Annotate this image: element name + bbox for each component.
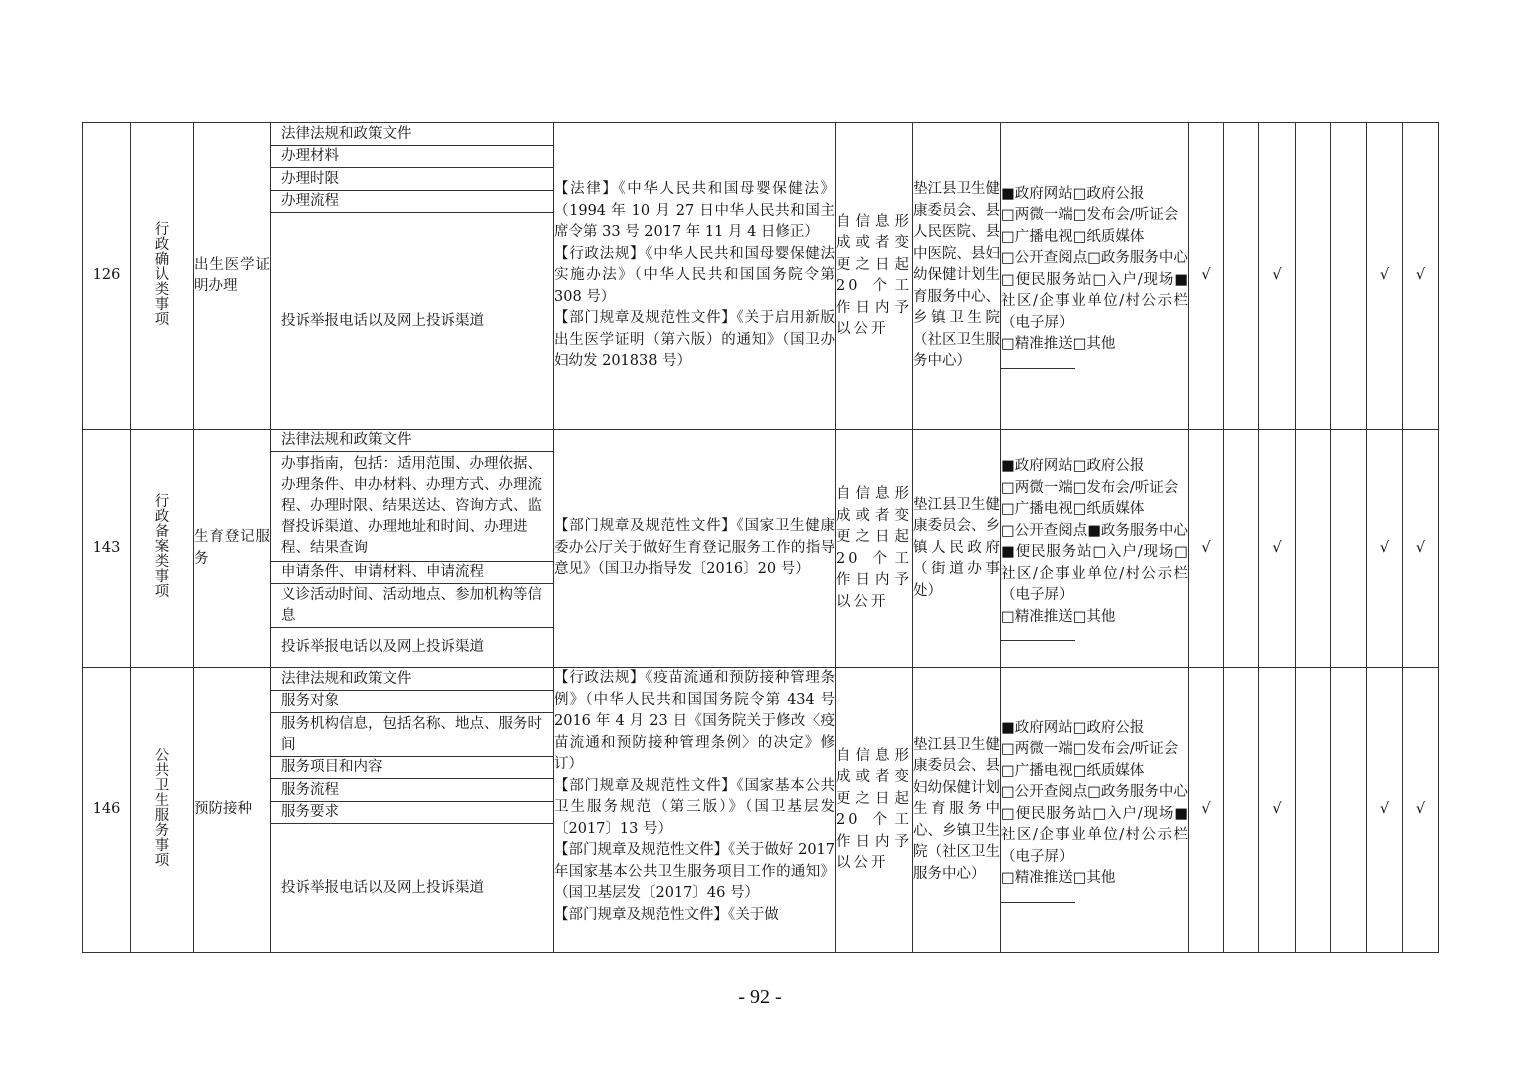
sub-item-text: 投诉举报电话以及网上投诉渠道: [281, 879, 484, 896]
disclosure-channel: □便民服务站□入户/现场■社区/企事业单位/村公示栏（电子屏）: [1001, 805, 1188, 865]
item-number: 146: [83, 668, 131, 953]
check-mark: [1296, 123, 1331, 430]
blank-underline: [1001, 628, 1075, 641]
sub-item-text: 法律法规和政策文件: [281, 670, 412, 687]
item-name: 生育登记服务: [194, 430, 271, 668]
page-number: - 92 -: [738, 986, 782, 1008]
table-body: [83, 123, 1439, 953]
disclosure-channel: □精准推送□其他: [1001, 336, 1116, 352]
check-mark: √: [1259, 668, 1296, 953]
sub-item-text: 投诉举报电话以及网上投诉渠道: [281, 312, 484, 329]
check-mark: [1296, 668, 1331, 953]
sub-item-text: 申请条件、申请材料、申请流程: [281, 564, 484, 580]
disclosure-channels-cell: [1001, 430, 1189, 668]
disclosure-channel: □精准推送□其他: [1001, 870, 1116, 886]
sub-item: [271, 691, 553, 713]
sub-item-text: 服务要求: [281, 804, 339, 820]
disclosure-channel: □两微一端□发布会/听证会: [1001, 479, 1179, 496]
check-mark: √: [1367, 430, 1403, 668]
disclosure-channel: □广播电视□纸质媒体: [1001, 228, 1145, 245]
disclosure-channel: □两微一端□发布会/听证会: [1001, 207, 1179, 223]
disclosure-channel: ■政府网站□政府公报: [1001, 185, 1145, 202]
check-mark: √: [1189, 668, 1224, 953]
legal-basis: 【部门规章及规范性文件】《国家基本公共卫生服务规范（第三版）》（国卫基层发〔2017〕13 号）: [554, 777, 835, 837]
sub-item-text: 办事指南，包括：适用范围、办理依据、办理条件、申办材料、办理方式、办理流程、办理时限、结果送达、咨询方式、监督投诉渠道、办理地址和时间、办理进程、结果查询: [281, 456, 542, 556]
sub-item-text: 办理时限: [281, 170, 339, 187]
sub-item-text: 义诊活动时间、活动地点、参加机构等信息: [281, 586, 542, 624]
disclosure-table: [82, 122, 1439, 953]
check-mark: √: [1403, 430, 1439, 668]
sub-item: [271, 430, 553, 452]
legal-basis-cell: [554, 668, 836, 953]
disclosure-channel: ■便民服务站□入户/现场□社区/企事业单位/村公示栏（电子屏）: [1001, 544, 1188, 603]
table-row: [83, 123, 1439, 430]
sub-item-text: 法律法规和政策文件: [281, 432, 412, 448]
sub-item: [271, 757, 553, 779]
disclosure-channel: ■政府网站□政府公报: [1001, 719, 1145, 736]
sub-item-text: 法律法规和政策文件: [281, 125, 412, 142]
sub-item: [271, 452, 553, 562]
sub-item: [271, 123, 553, 146]
item-type: 公共卫生服务事项: [154, 748, 170, 870]
sub-item-text: 服务项目和内容: [281, 759, 383, 775]
disclosure-channels-cell: [1001, 123, 1189, 430]
sub-item-text: 投诉举报电话以及网上投诉渠道: [281, 639, 484, 655]
sub-items-cell: [271, 430, 554, 668]
disclosure-channel: □公开查阅点□政务服务中心: [1001, 250, 1188, 266]
disclosure-body: 垫江县卫生健康委员会、县妇幼保健计划生育服务中心、乡镇卫生院（社区卫生服务中心）: [913, 668, 1001, 953]
sub-item-text: 办理流程: [281, 193, 339, 209]
item-type: 行政确认类事项: [154, 221, 170, 328]
disclosure-channel: □便民服务站□入户/现场■社区/企事业单位/村公示栏（电子屏）: [1001, 271, 1188, 331]
sub-item: [271, 824, 553, 952]
blank-underline: [1001, 356, 1075, 369]
disclosure-time: 自信息形成或者变更之日起 20 个工作日内予以公开: [836, 123, 913, 430]
disclosure-channel: □广播电视□纸质媒体: [1001, 501, 1145, 517]
check-mark: [1331, 668, 1367, 953]
legal-basis: 【行政法规】《疫苗流通和预防接种管理条例》（中华人民共和国国务院令第 434 号 2016 年 4 月 23 日《国务院关于修改〈疫苗流通和预防接种管理条例〉的决定》修订）: [554, 670, 835, 772]
disclosure-time: 自信息形成或者变更之日起 20 个工作日内予以公开: [836, 430, 913, 668]
sub-items-cell: [271, 123, 554, 430]
disclosure-channel: □两微一端□发布会/听证会: [1001, 741, 1179, 757]
check-mark: [1224, 123, 1259, 430]
sub-item-text: 服务机构信息，包括名称、地点、服务时间: [281, 715, 542, 753]
disclosure-body: 垫江县卫生健康委员会、县人民医院、县中医院、县妇幼保健计划生育服务中心、乡镇卫生院（社区卫生服务中心）: [913, 123, 1001, 430]
sub-item: [271, 668, 553, 691]
check-mark: √: [1189, 123, 1224, 430]
check-mark: [1331, 123, 1367, 430]
sub-items-cell: [271, 668, 554, 953]
disclosure-channel: □公开查阅点□政务服务中心: [1001, 784, 1188, 800]
disclosure-channel: ■政府网站□政府公报: [1001, 458, 1145, 474]
sub-item: [271, 168, 553, 191]
sub-item: [271, 584, 553, 628]
check-mark: √: [1403, 123, 1439, 430]
item-number: 143: [83, 430, 131, 668]
check-mark: √: [1259, 430, 1296, 668]
table-row: [83, 668, 1439, 953]
check-mark: √: [1367, 123, 1403, 430]
sub-item-text: 服务流程: [281, 781, 339, 798]
sub-item: [271, 713, 553, 757]
check-mark: [1224, 668, 1259, 953]
sub-item: [271, 628, 553, 667]
sub-item: [271, 213, 553, 429]
item-type-cell: [131, 123, 194, 430]
legal-basis: 【法律】《中华人民共和国母婴保健法》（1994 年 10 月 27 日中华人民共和国主席令第 33 号 2017 年 11 月 4 日修正）: [554, 181, 835, 241]
legal-basis-cell: [554, 123, 836, 430]
disclosure-time: 自信息形成或者变更之日起 20 个工作日内予以公开: [836, 668, 913, 953]
legal-basis: 【行政法规】《中华人民共和国母婴保健法实施办法》（中华人民共和国国务院令第 308 号）: [554, 245, 835, 305]
check-mark: [1296, 430, 1331, 668]
check-mark: √: [1403, 668, 1439, 953]
disclosure-channel: □精准推送□其他: [1001, 608, 1116, 625]
sub-item: [271, 146, 553, 168]
item-type: 行政备案类事项: [154, 494, 170, 601]
item-type-cell: [131, 668, 194, 953]
disclosure-channel: □公开查阅点■政务服务中心: [1001, 522, 1188, 539]
check-mark: [1224, 430, 1259, 668]
sub-item: [271, 191, 553, 213]
table-row: [83, 430, 1439, 668]
legal-basis: 【部门规章及规范性文件】《关于启用新版出生医学证明（第六版）的通知》（国卫办妇幼发 201838 号）: [554, 310, 835, 370]
item-name: 出生医学证明办理: [194, 123, 271, 430]
check-mark: [1331, 430, 1367, 668]
check-mark: √: [1259, 123, 1296, 430]
legal-basis: 【部门规章及规范性文件】《国家卫生健康委办公厅关于做好生育登记服务工作的指导意见》（国卫办指导发〔2016〕20 号）: [554, 518, 835, 578]
sub-item-text: 服务对象: [281, 693, 339, 709]
sub-item: [271, 779, 553, 802]
check-mark: √: [1189, 430, 1224, 668]
disclosure-body: 垫江县卫生健康委员会、乡镇人民政府（街道办事处）: [913, 430, 1001, 668]
blank-underline: [1001, 890, 1075, 903]
item-name: 预防接种: [194, 668, 271, 953]
legal-basis: 【部门规章及规范性文件】《关于做: [554, 906, 779, 923]
legal-basis: 【部门规章及规范性文件】《关于做好 2017 年国家基本公共卫生服务项目工作的通知》（国卫基层发〔2017〕46 号）: [554, 842, 835, 901]
disclosure-channel: □广播电视□纸质媒体: [1001, 762, 1145, 779]
legal-basis-cell: [554, 430, 836, 668]
item-number: 126: [83, 123, 131, 430]
item-type-cell: [131, 430, 194, 668]
sub-item-text: 办理材料: [281, 148, 339, 164]
disclosure-channels-cell: [1001, 668, 1189, 953]
sub-item: [271, 802, 553, 824]
sub-item: [271, 562, 553, 584]
check-mark: √: [1367, 668, 1403, 953]
